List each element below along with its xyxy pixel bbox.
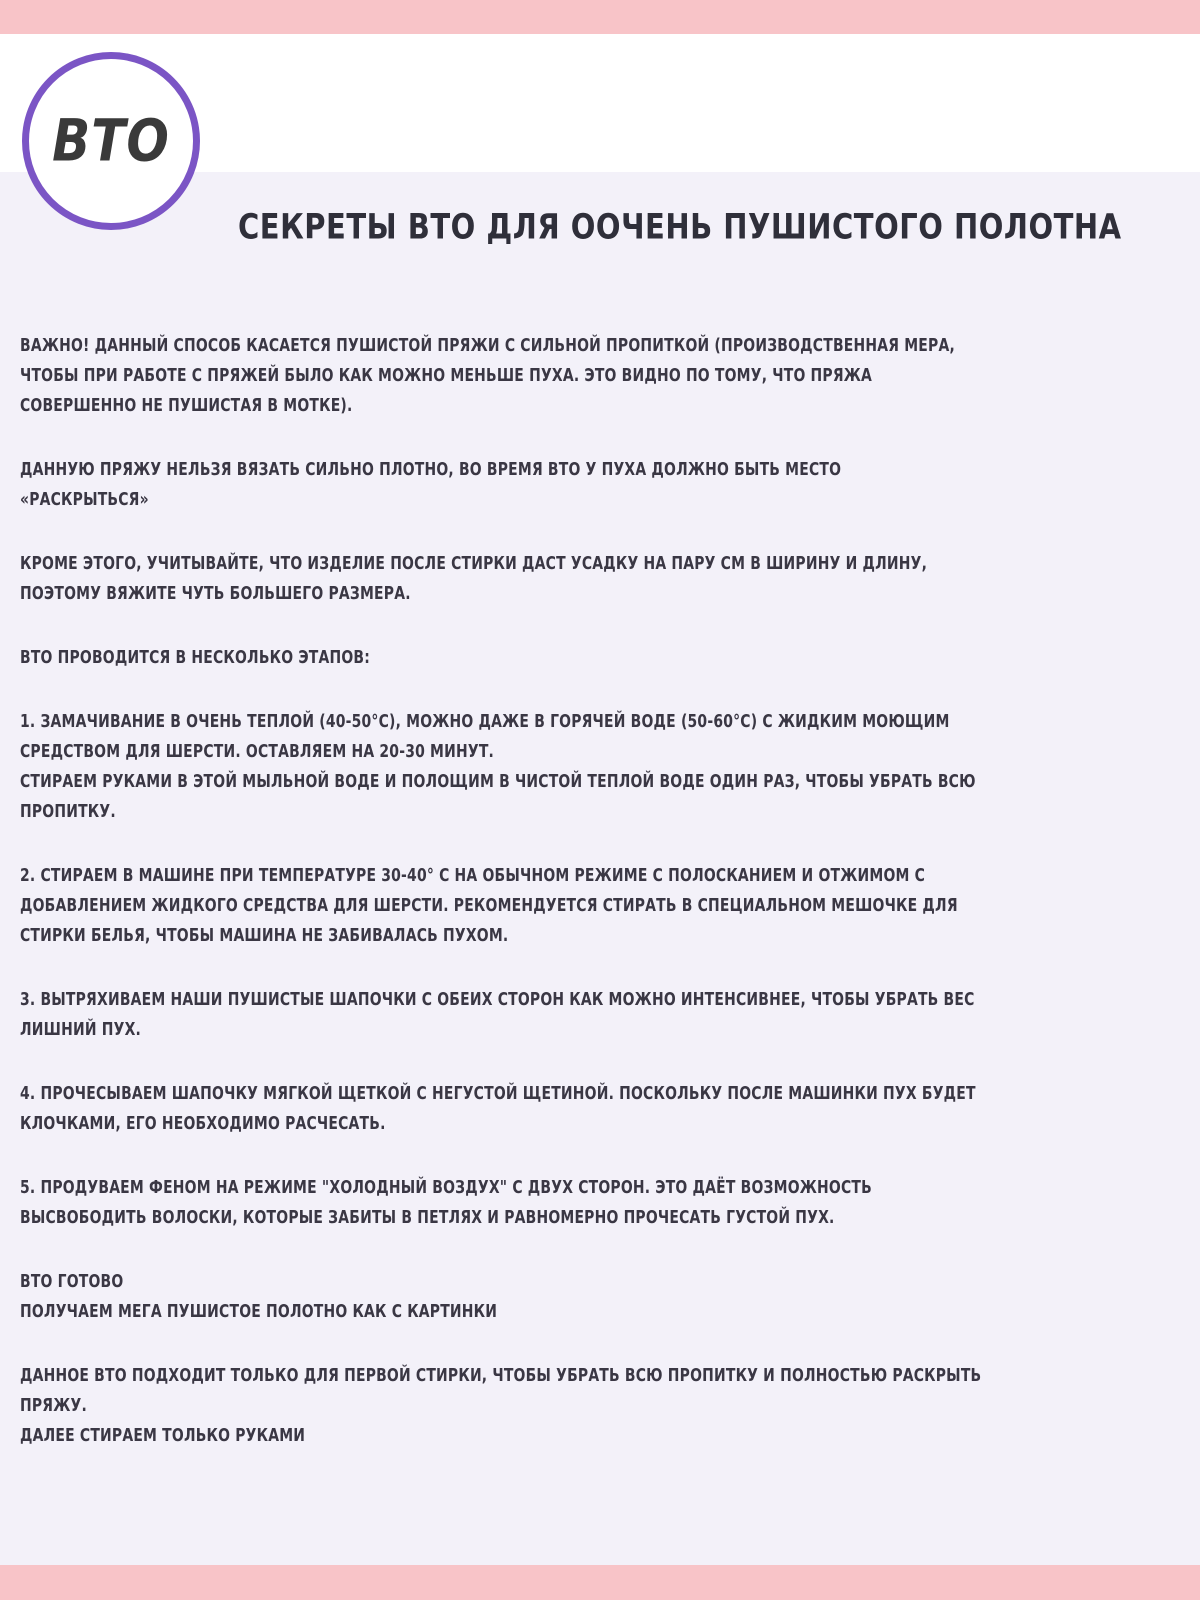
vto-logo (22, 52, 200, 230)
text-line: ВАЖНО! ДАННЫЙ СПОСОБ КАСАЕТСЯ ПУШИСТОЙ ПРЯЖИ С СИЛЬНОЙ ПРОПИТКОЙ (ПРОИЗВОДСТВЕННАЯ МЕРА, (20, 334, 955, 356)
text-line: 3. ВЫТРЯХИВАЕМ НАШИ ПУШИСТЫЕ ШАПОЧКИ С ОБЕИХ СТОРОН КАК МОЖНО ИНТЕНСИВНЕЕ, ЧТОБЫ УБРАТЬ ВЕС (20, 988, 975, 1010)
text-line: ДОБАВЛЕНИЕМ ЖИДКОГО СРЕДСТВА ДЛЯ ШЕРСТИ. РЕКОМЕНДУЕТСЯ СТИРАТЬ В СПЕЦИАЛЬНОМ МЕШОЧКЕ ДЛЯ (20, 894, 958, 916)
text-line: ДАННУЮ ПРЯЖУ НЕЛЬЗЯ ВЯЗАТЬ СИЛЬНО ПЛОТНО, ВО ВРЕМЯ ВТО У ПУХА ДОЛЖНО БЫТЬ МЕСТО (20, 458, 842, 480)
text-line: «РАСКРЫТЬСЯ» (20, 488, 149, 510)
paragraph-note (20, 1360, 1190, 1450)
document-page (0, 34, 1200, 1565)
text-line: ЧТОБЫ ПРИ РАБОТЕ С ПРЯЖЕЙ БЫЛО КАК МОЖНО МЕНЬШЕ ПУХА. ЭТО ВИДНО ПО ТОМУ, ЧТО ПРЯЖА (20, 364, 873, 386)
text-line: ДАЛЕЕ СТИРАЕМ ТОЛЬКО РУКАМИ (20, 1424, 306, 1446)
step-3 (20, 984, 1190, 1044)
text-line: ВТО ГОТОВО (20, 1270, 124, 1292)
text-line: КРОМЕ ЭТОГО, УЧИТЫВАЙТЕ, ЧТО ИЗДЕЛИЕ ПОСЛЕ СТИРКИ ДАСТ УСАДКУ НА ПАРУ СМ В ШИРИНУ И ДЛИНУ, (20, 552, 928, 574)
text-line: СОВЕРШЕННО НЕ ПУШИСТАЯ В МОТКЕ). (20, 394, 353, 416)
paragraph-done (20, 1266, 1190, 1326)
paragraph-shrinkage (20, 548, 1190, 608)
document-body (20, 330, 1190, 1450)
document-title: СЕКРЕТЫ ВТО ДЛЯ ООЧЕНЬ ПУШИСТОГО ПОЛОТНА (238, 206, 1122, 247)
text-line: СТИРАЕМ РУКАМИ В ЭТОЙ МЫЛЬНОЙ ВОДЕ И ПОЛОЩИМ В ЧИСТОЙ ТЕПЛОЙ ВОДЕ ОДИН РАЗ, ЧТОБЫ УБРАТЬ ВСЮ (20, 770, 976, 792)
text-line: ЛИШНИЙ ПУХ. (20, 1018, 142, 1040)
text-line: ПРОПИТКУ. (20, 800, 116, 822)
paragraph-stages-intro (20, 642, 1190, 672)
step-1 (20, 706, 1190, 826)
text-line: 5. ПРОДУВАЕМ ФЕНОМ НА РЕЖИМЕ "ХОЛОДНЫЙ ВОЗДУХ" С ДВУХ СТОРОН. ЭТО ДАЁТ ВОЗМОЖНОСТЬ (20, 1176, 872, 1198)
step-4 (20, 1078, 1190, 1138)
step-2 (20, 860, 1190, 950)
text-line: КЛОЧКАМИ, ЕГО НЕОБХОДИМО РАСЧЕСАТЬ. (20, 1112, 386, 1134)
text-line: СТИРКИ БЕЛЬЯ, ЧТОБЫ МАШИНА НЕ ЗАБИВАЛАСЬ ПУХОМ. (20, 924, 509, 946)
text-line: 1. ЗАМАЧИВАНИЕ В ОЧЕНЬ ТЕПЛОЙ (40-50°С), МОЖНО ДАЖЕ В ГОРЯЧЕЙ ВОДЕ (50-60°С) С ЖИДКИМ МОЮЩИМ (20, 710, 950, 732)
text-line: СРЕДСТВОМ ДЛЯ ШЕРСТИ. ОСТАВЛЯЕМ НА 20-30 МИНУТ. (20, 740, 495, 762)
paragraph-density (20, 454, 1190, 514)
text-line: ПРЯЖУ. (20, 1394, 87, 1416)
paragraph-important (20, 330, 1190, 420)
logo-text: ВТО (52, 107, 170, 175)
text-line: ПОЭТОМУ ВЯЖИТЕ ЧУТЬ БОЛЬШЕГО РАЗМЕРА. (20, 582, 411, 604)
text-line: ДАННОЕ ВТО ПОДХОДИТ ТОЛЬКО ДЛЯ ПЕРВОЙ СТИРКИ, ЧТОБЫ УБРАТЬ ВСЮ ПРОПИТКУ И ПОЛНОСТЬЮ РАСКРЫТЬ (20, 1364, 982, 1386)
text-line: ВЫСВОБОДИТЬ ВОЛОСКИ, КОТОРЫЕ ЗАБИТЫ В ПЕТЛЯХ И РАВНОМЕРНО ПРОЧЕСАТЬ ГУСТОЙ ПУХ. (20, 1206, 835, 1228)
text-line: 4. ПРОЧЕСЫВАЕМ ШАПОЧКУ МЯГКОЙ ЩЕТКОЙ С НЕГУСТОЙ ЩЕТИНОЙ. ПОСКОЛЬКУ ПОСЛЕ МАШИНКИ ПУХ БУДЕТ (20, 1082, 976, 1104)
bottom-pink-border (0, 1565, 1200, 1600)
text-line: 2. СТИРАЕМ В МАШИНЕ ПРИ ТЕМПЕРАТУРЕ 30-40° С НА ОБЫЧНОМ РЕЖИМЕ С ПОЛОСКАНИЕМ И ОТЖИМОМ С (20, 864, 926, 886)
top-pink-border (0, 0, 1200, 34)
text-line: ПОЛУЧАЕМ МЕГА ПУШИСТОЕ ПОЛОТНО КАК С КАРТИНКИ (20, 1300, 498, 1322)
step-5 (20, 1172, 1190, 1232)
text-line: ВТО ПРОВОДИТСЯ В НЕСКОЛЬКО ЭТАПОВ: (20, 646, 371, 668)
